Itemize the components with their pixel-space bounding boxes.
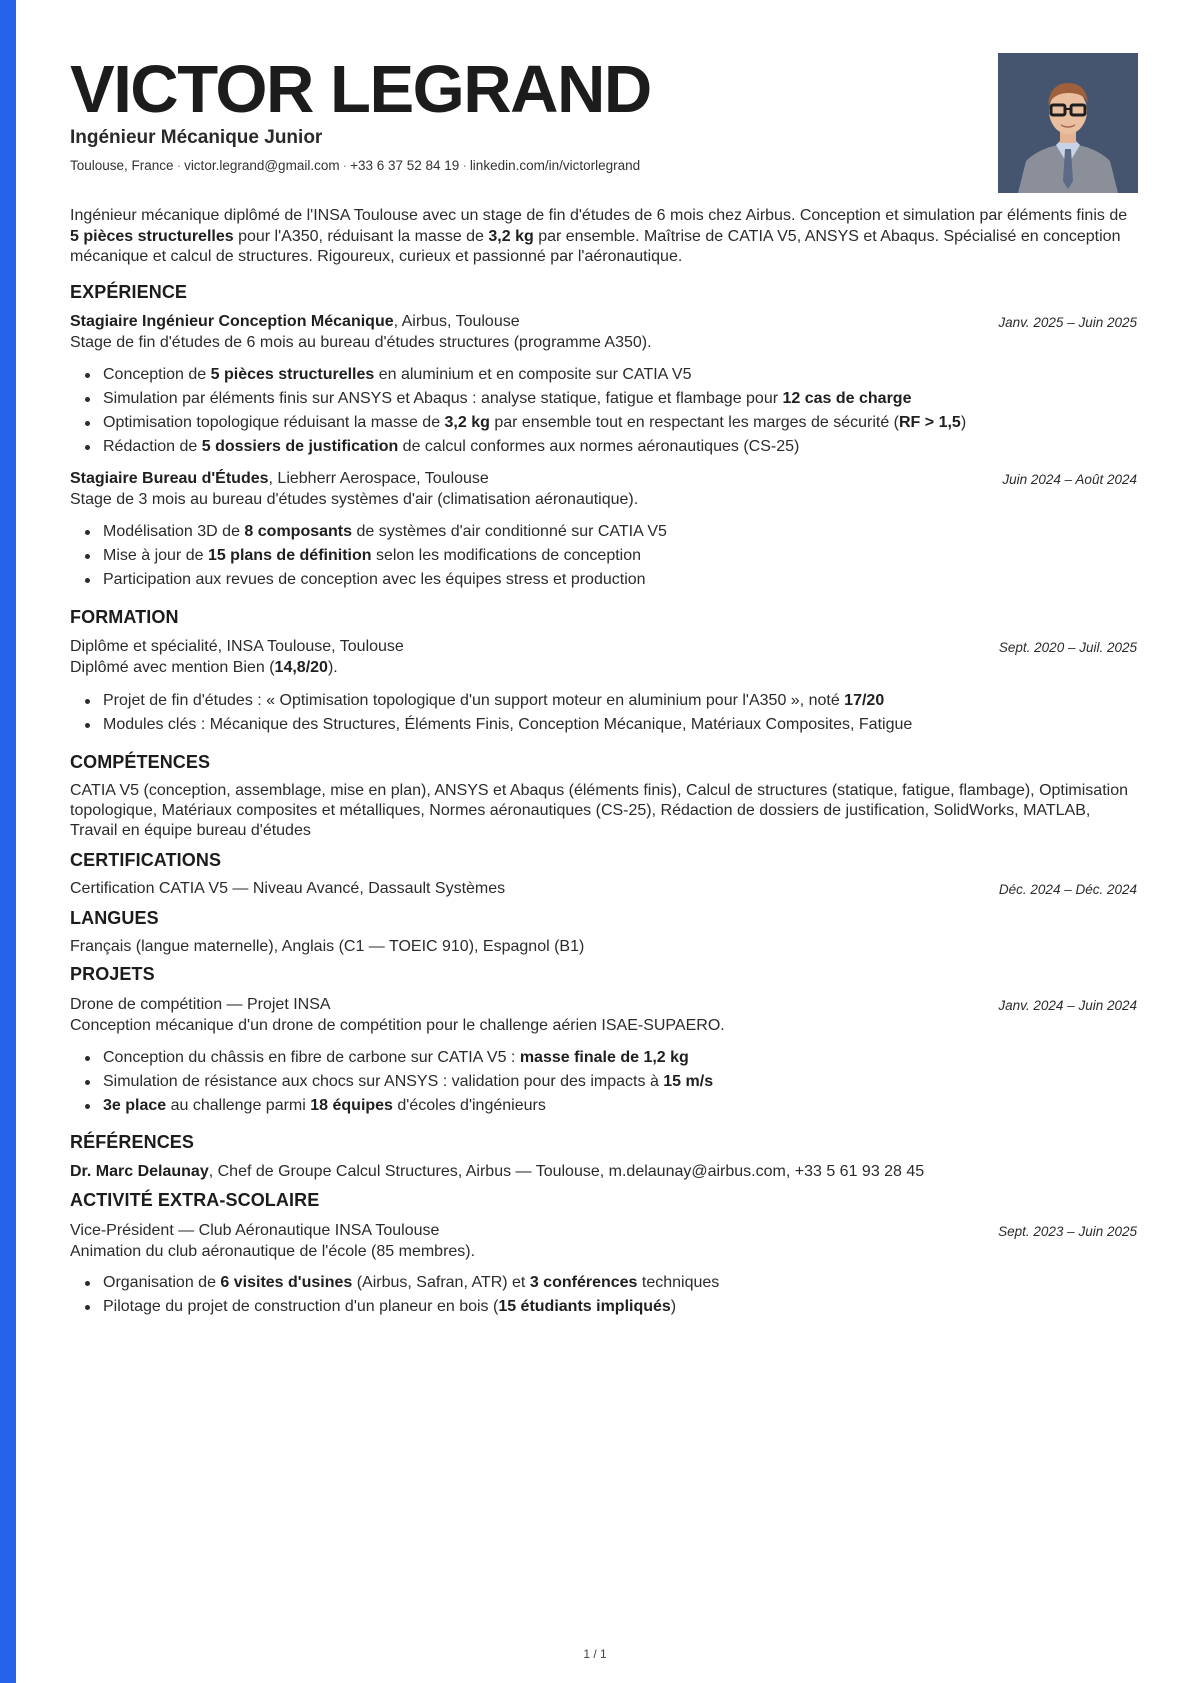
section-title-projets: PROJETS	[70, 964, 155, 984]
experience-bullets	[70, 520, 1137, 592]
professional-summary	[70, 206, 1137, 268]
list-item: Conception de 5 pièces structurelles en aluminium et en composite sur CATIA V5	[70, 363, 1137, 387]
section-title-langues: LANGUES	[70, 908, 159, 928]
list-item: Conception du châssis en fibre de carbone sur CATIA V5 : masse finale de 1,2 kg	[70, 1046, 1137, 1070]
experience-role: Stagiaire Bureau d'Études	[70, 470, 269, 487]
summary-highlight: 5 pièces structurelles	[70, 227, 234, 245]
separator: ·	[342, 158, 348, 173]
section-title-activite: ACTIVITÉ EXTRA-SCOLAIRE	[70, 1190, 320, 1210]
list-item: Simulation par éléments finis sur ANSYS et Abaqus : analyse statique, fatigue et flambage pour 12 cas de charge	[70, 387, 1137, 411]
formation-degree: Diplôme et spécialité, INSA Toulouse, Toulouse Sept. 2020 – Juil. 2025	[70, 636, 1137, 657]
experience-description: Stage de 3 mois au bureau d'études systèmes d'air (climatisation aéronautique).	[70, 491, 639, 508]
reference-entry	[70, 1161, 1137, 1182]
contact-phone: +33 6 37 52 84 19	[350, 158, 460, 173]
contact-linkedin[interactable]: linkedin.com/in/victorlegrand	[469, 158, 641, 173]
summary-text: pour l'A350, réduisant la masse de	[233, 227, 489, 245]
experience-entry-header	[70, 468, 1137, 489]
formation-mention: Diplômé avec mention Bien (14,8/20).	[70, 659, 338, 676]
languages-text: Français (langue maternelle), Anglais (C1 — TOEIC 910), Espagnol (B1)	[70, 938, 585, 955]
portrait-illustration-icon	[998, 53, 1138, 193]
list-item: Modélisation 3D de 8 composants de systèmes d'air conditionné sur CATIA V5	[70, 520, 1137, 544]
contact-line	[70, 158, 640, 173]
skills-text: CATIA V5 (conception, assemblage, mise en plan), ANSYS et Abaqus (éléments finis), Calcul de structures (statique, fatigue, flambage), Optimisation topologique, Matériaux composites et métalliques, Normes aéronautiques (CS-25), Rédaction de dossiers de justification, SolidWorks, MATLAB, Travail en équipe bureau d'études	[70, 782, 1128, 839]
section-title-formation: FORMATION	[70, 607, 179, 627]
accent-bar	[0, 0, 16, 1683]
list-item: Mise à jour de 15 plans de définition selon les modifications de conception	[70, 544, 1137, 568]
page-number: 1 / 1	[583, 1647, 607, 1661]
section-title-competences: COMPÉTENCES	[70, 752, 211, 772]
separator: ·	[462, 158, 467, 173]
project-description: Conception mécanique d'un drone de compétition pour le challenge aérien ISAE-SUPAERO.	[70, 1017, 725, 1034]
experience-company: , Airbus, Toulouse	[393, 313, 520, 330]
section-title-references: RÉFÉRENCES	[70, 1132, 195, 1152]
separator: ·	[176, 158, 182, 173]
activity-bullets	[70, 1271, 1137, 1319]
list-item: Optimisation topologique réduisant la masse de 3,2 kg par ensemble tout en respectant les marges de sécurité (RF > 1,5)	[70, 411, 1137, 435]
list-item: 3e place au challenge parmi 18 équipes d'écoles d'ingénieurs	[70, 1094, 1137, 1118]
experience-bullets	[70, 363, 1137, 459]
contact-email[interactable]: victor.legrand@gmail.com	[184, 158, 340, 173]
reference-name: Dr. Marc Delaunay	[70, 1163, 209, 1180]
experience-description: Stage de fin d'études de 6 mois au bureau d'études structures (programme A350).	[70, 334, 652, 351]
activity-title: Vice-Président — Club Aéronautique INSA Toulouse Sept. 2023 – Juin 2025	[70, 1220, 1137, 1241]
section-title-certifications: CERTIFICATIONS	[70, 850, 222, 870]
list-item: Participation aux revues de conception avec les équipes stress et production	[70, 568, 1137, 592]
candidate-name: VICTOR LEGRAND	[70, 52, 651, 127]
formation-dates: Sept. 2020 – Juil. 2025	[998, 640, 1137, 655]
job-title: Ingénieur Mécanique Junior	[70, 127, 323, 148]
contact-location: Toulouse, France	[70, 158, 174, 173]
experience-dates: Janv. 2025 – Juin 2025	[998, 315, 1137, 330]
summary-text: Ingénieur mécanique diplômé de l'INSA Toulouse avec un stage de fin d'études de 6 mois chez Airbus. Conception et simulation par éléments finis de	[70, 207, 1128, 224]
list-item: Projet de fin d'études : « Optimisation topologique d'un support moteur en aluminium pour l'A350 », noté 17/20	[70, 689, 1137, 713]
experience-role: Stagiaire Ingénieur Conception Mécanique	[70, 313, 394, 330]
list-item: Modules clés : Mécanique des Structures, Éléments Finis, Conception Mécanique, Matériaux Composites, Fatigue	[70, 713, 1137, 737]
reference-details: , Chef de Groupe Calcul Structures, Airbus — Toulouse, m.delaunay@airbus.com, +33 5 61 93 28 45	[208, 1163, 925, 1180]
project-bullets	[70, 1046, 1137, 1118]
list-item: Pilotage du projet de construction d'un planeur en bois (15 étudiants impliqués)	[70, 1295, 1137, 1319]
project-title: Drone de compétition — Projet INSA Janv. 2024 – Juin 2024	[70, 994, 1137, 1015]
activity-dates: Sept. 2023 – Juin 2025	[998, 1224, 1137, 1239]
certification-dates: Déc. 2024 – Déc. 2024	[998, 882, 1137, 897]
project-dates: Janv. 2024 – Juin 2024	[998, 998, 1137, 1013]
list-item: Rédaction de 5 dossiers de justification de calcul conformes aux normes aéronautiques (CS-25)	[70, 435, 1137, 459]
activity-description: Animation du club aéronautique de l'école (85 membres).	[70, 1243, 476, 1260]
section-title-experience: EXPÉRIENCE	[70, 282, 188, 302]
experience-dates: Juin 2024 – Août 2024	[1002, 472, 1137, 487]
list-item: Simulation de résistance aux chocs sur ANSYS : validation pour des impacts à 15 m/s	[70, 1070, 1137, 1094]
experience-company: , Liebherr Aerospace, Toulouse	[268, 470, 489, 487]
formation-bullets	[70, 689, 1137, 737]
profile-photo	[998, 53, 1138, 193]
summary-text: par ensemble. Maîtrise de CATIA V5, ANSYS et Abaqus. Spécialisé en conception mécanique et calcul de structures. Rigoureux, curieux et passionné par l'aéronautique.	[70, 227, 1121, 265]
summary-highlight: 3,2 kg	[488, 227, 534, 245]
list-item: Organisation de 6 visites d'usines (Airbus, Safran, ATR) et 3 conférences techniques	[70, 1271, 1137, 1295]
experience-entry-header	[70, 311, 1137, 332]
certification-entry: Certification CATIA V5 — Niveau Avancé, Dassault Systèmes Déc. 2024 – Déc. 2024	[70, 878, 1137, 899]
